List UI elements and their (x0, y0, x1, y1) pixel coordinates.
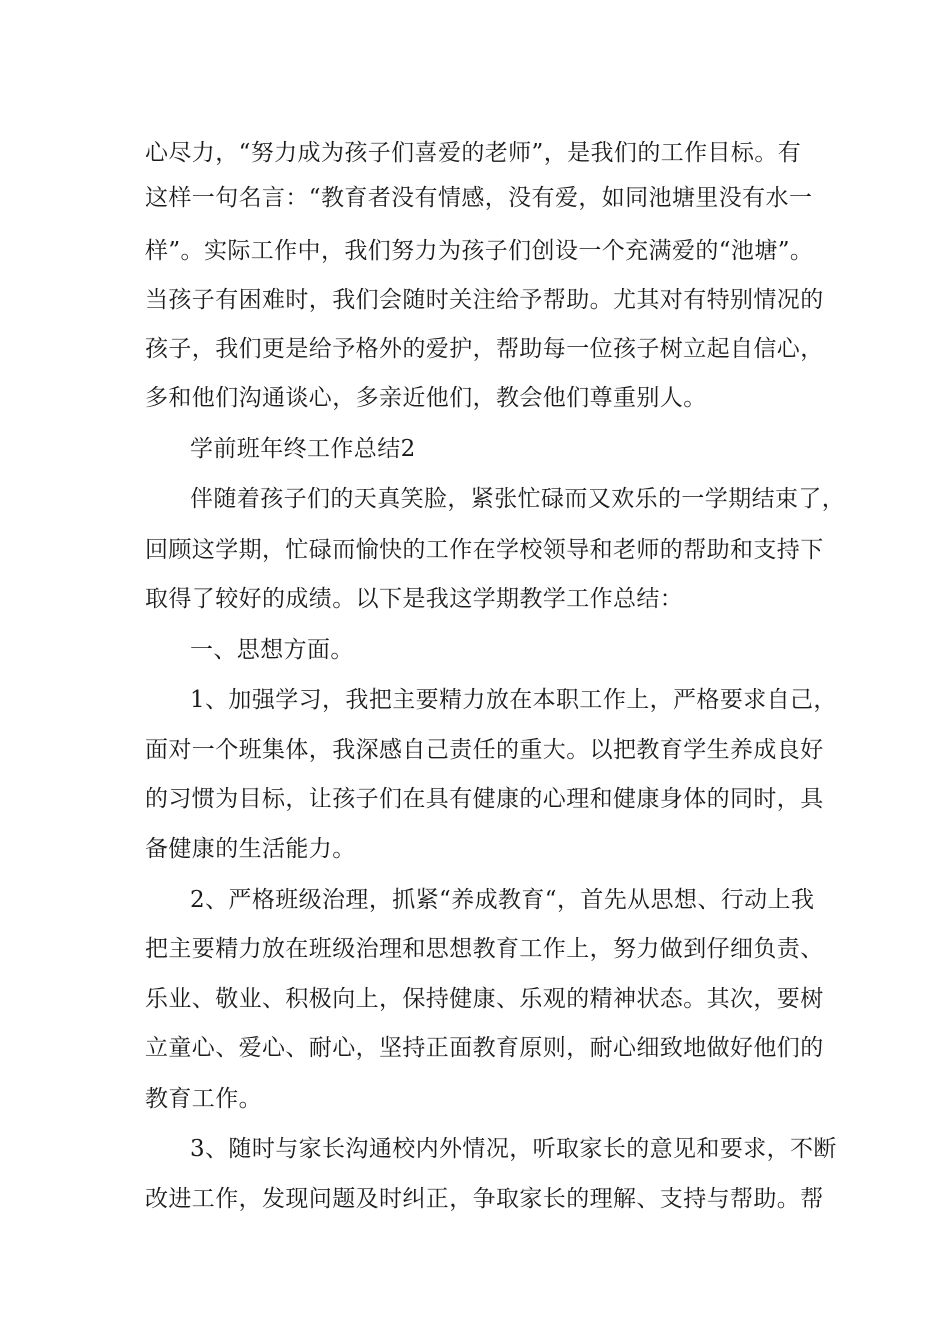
paragraph-line: 取得了较好的成绩。以下是我这学期教学工作总结： (145, 586, 684, 612)
paragraph-line: 面对一个班集体，我深感自己责任的重大。以把教育学生养成良好 (145, 737, 824, 763)
paragraph-line: 立童心、爱心、耐心，坚持正面教育原则，耐心细致地做好他们的 (145, 1035, 824, 1061)
paragraph-line: 这样一句名言：“教育者没有情感，没有爱，如同池塘里没有水一 (145, 185, 813, 211)
paragraph-line: 孩子，我们更是给予格外的爱护，帮助每一位孩子树立起自信心， (145, 336, 824, 362)
paragraph-line: 3、随时与家长沟通校内外情况，听取家长的意见和要求，不断 (190, 1136, 837, 1162)
paragraph-line: 的习惯为目标，让孩子们在具有健康的心理和健康身体的同时，具 (145, 786, 824, 812)
paragraph-line: 当孩子有困难时，我们会随时关注给予帮助。尤其对有特别情况的 (145, 287, 824, 313)
paragraph-line: 把主要精力放在班级治理和思想教育工作上，努力做到仔细负责、 (145, 936, 824, 962)
section-heading: 学前班年终工作总结2 (190, 436, 416, 462)
paragraph-line: 2、严格班级治理，抓紧“养成教育“，首先从思想、行动上我 (190, 887, 815, 913)
paragraph-line: 样”。实际工作中，我们努力为孩子们创设一个充满爱的“池塘”。 (145, 238, 814, 264)
subheading: 一、思想方面。 (190, 637, 354, 663)
paragraph-line: 教育工作。 (145, 1086, 262, 1112)
paragraph-line: 改进工作，发现问题及时纠正，争取家长的理解、支持与帮助。帮 (145, 1186, 824, 1212)
paragraph-line: 伴随着孩子们的天真笑脸，紧张忙碌而又欢乐的一学期结束了， (190, 486, 846, 512)
paragraph-line: 乐业、敬业、积极向上，保持健康、乐观的精神状态。其次，要树 (145, 986, 824, 1012)
paragraph-line: 1、加强学习，我把主要精力放在本职工作上，严格要求自己， (190, 687, 837, 713)
paragraph-line: 回顾这学期，忙碌而愉快的工作在学校领导和老师的帮助和支持下 (145, 537, 824, 563)
paragraph-line: 心尽力，“努力成为孩子们喜爱的老师”，是我们的工作目标。有 (145, 140, 802, 166)
paragraph-line: 多和他们沟通谈心，多亲近他们，教会他们尊重别人。 (145, 385, 707, 411)
paragraph-line: 备健康的生活能力。 (145, 836, 356, 862)
